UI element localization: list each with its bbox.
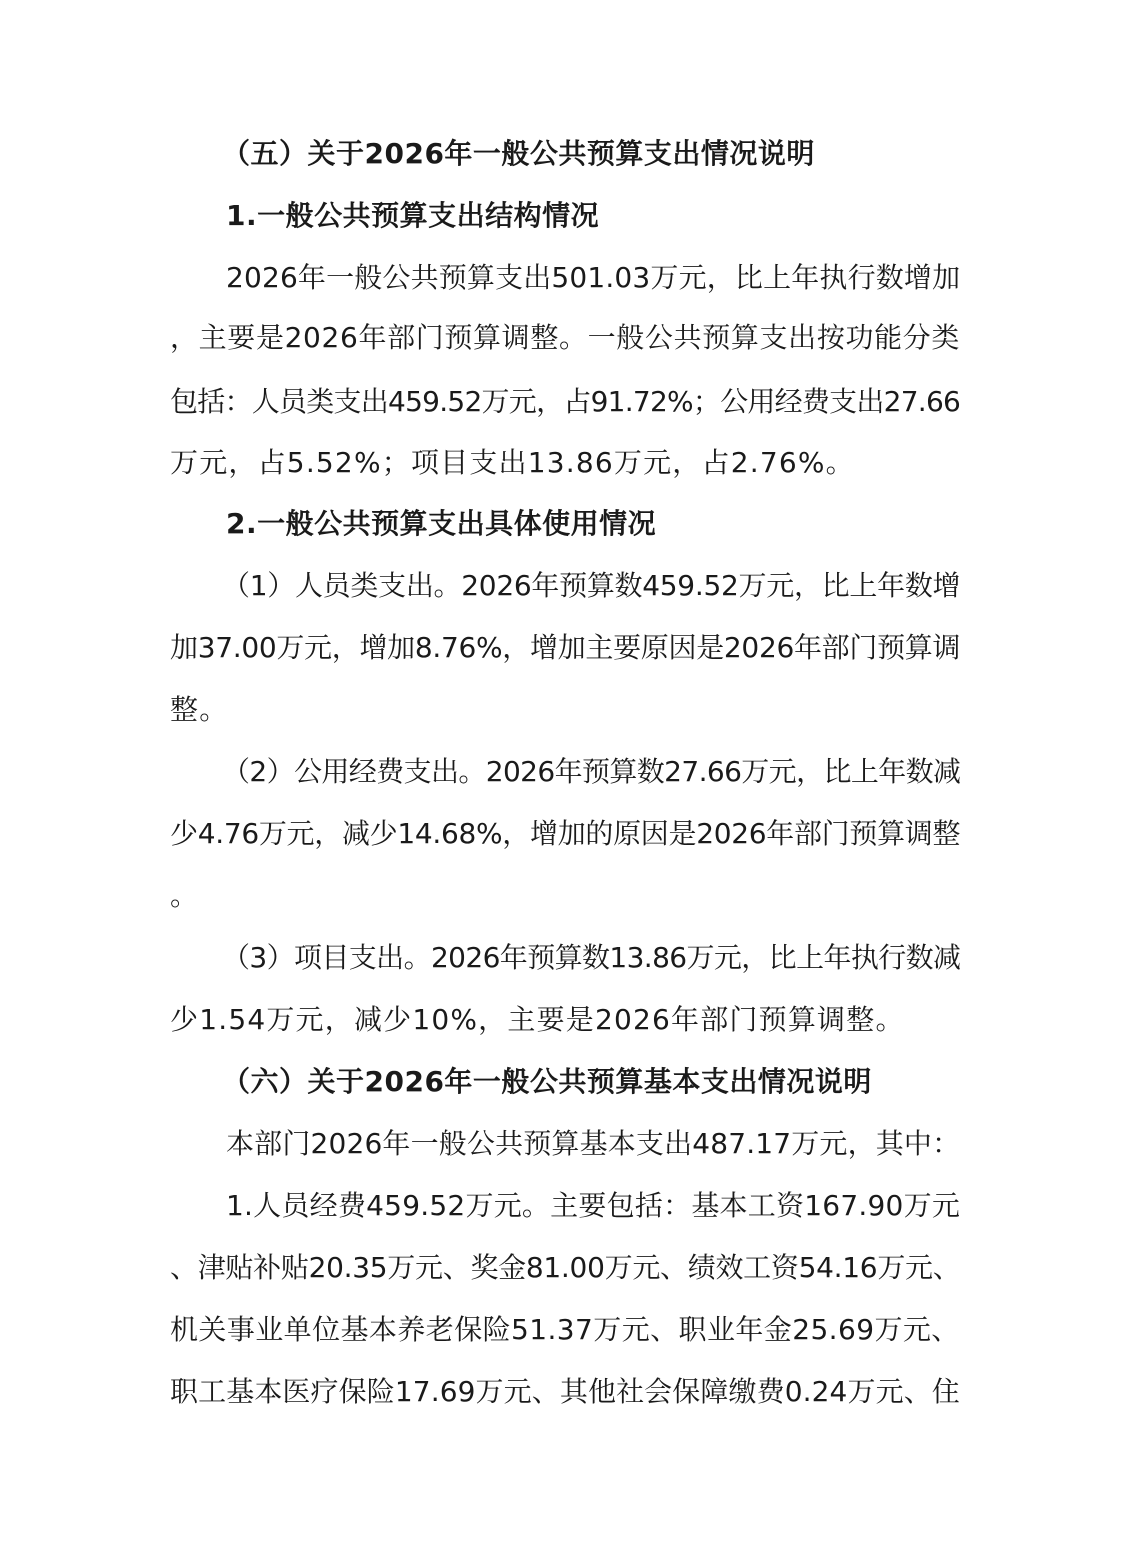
paragraph-line: 少1.54万元，减少10%，主要是2026年部门预算调整。 [170, 1003, 905, 1036]
paragraph-line: 少4.76万元，减少14.68%，增加的原因是2026年部门预算调整 [170, 817, 961, 850]
paragraph-line: 1.人员经费459.52万元。主要包括：基本工资167.90万元 [226, 1189, 961, 1222]
paragraph-line: （2）公用经费支出。2026年预算数27.66万元，比上年数减 [222, 755, 961, 788]
paragraph-line: 加37.00万元，增加8.76%，增加主要原因是2026年部门预算调 [170, 631, 961, 664]
paragraph-line: 整。 [170, 693, 229, 726]
paragraph-line: 2026年一般公共预算支出501.03万元，比上年执行数增加 [226, 261, 961, 294]
subheading-structure: 1.一般公共预算支出结构情况 [226, 199, 600, 232]
paragraph-line: 。 [170, 879, 200, 912]
section-heading-6: （六）关于2026年一般公共预算基本支出情况说明 [222, 1065, 872, 1098]
paragraph-line: 机关事业单位基本养老保险51.37万元、职业年金25.69万元、 [170, 1313, 960, 1346]
paragraph-line: 、津贴补贴20.35万元、奖金81.00万元、绩效工资54.16万元、 [170, 1251, 961, 1284]
section-heading-5: （五）关于2026年一般公共预算支出情况说明 [222, 137, 815, 170]
paragraph-line: 本部门2026年一般公共预算基本支出487.17万元，其中： [226, 1127, 961, 1160]
paragraph-line: ，主要是2026年部门预算调整。一般公共预算支出按功能分类 [170, 321, 961, 354]
paragraph-line: （1）人员类支出。2026年预算数459.52万元，比上年数增 [222, 569, 961, 602]
paragraph-line: 万元，占5.52%；项目支出13.86万元，占2.76%。 [170, 446, 855, 479]
subheading-usage: 2.一般公共预算支出具体使用情况 [226, 507, 657, 540]
paragraph-line: 职工基本医疗保险17.69万元、其他社会保障缴费0.24万元、住 [170, 1375, 960, 1408]
paragraph-line: （3）项目支出。2026年预算数13.86万元，比上年执行数减 [222, 941, 961, 974]
paragraph-line: 包括：人员类支出459.52万元，占91.72%；公用经费支出27.66 [170, 385, 961, 418]
